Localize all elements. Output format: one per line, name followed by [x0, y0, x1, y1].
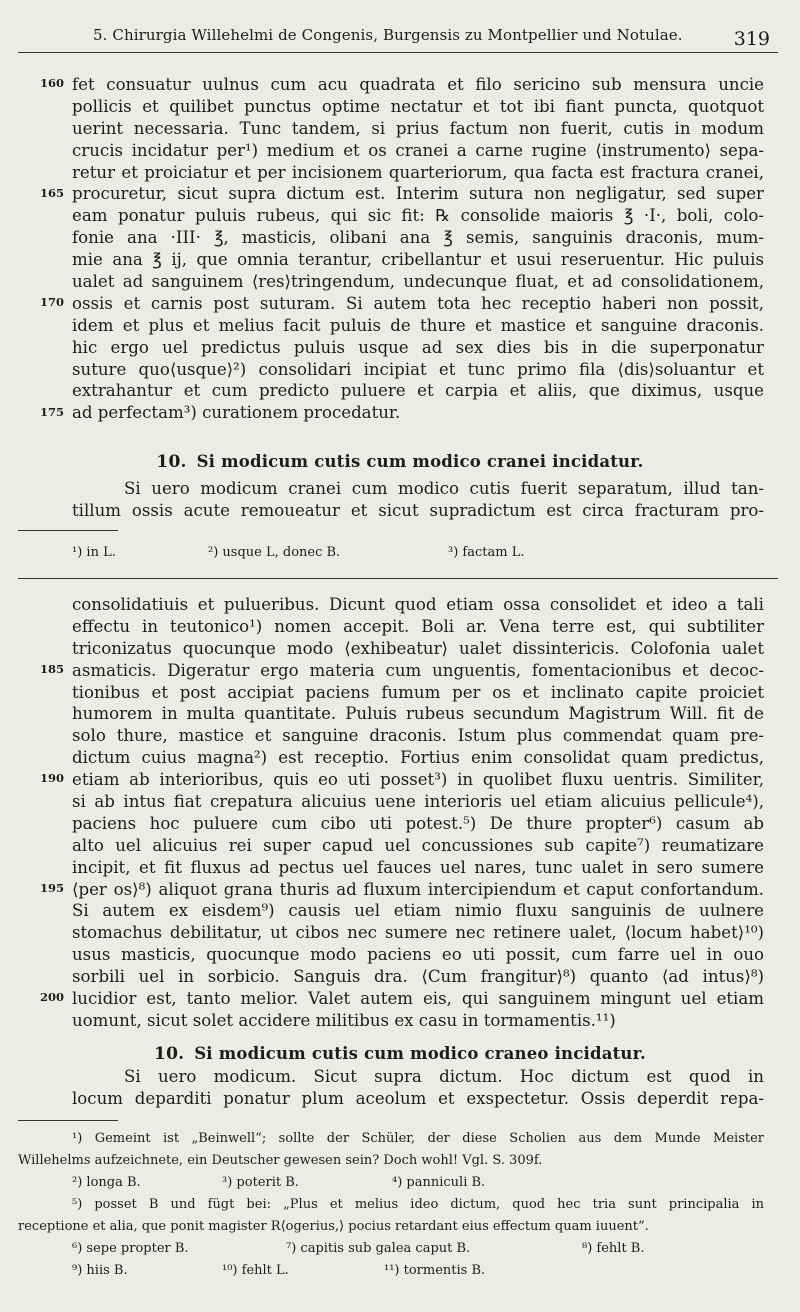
text-line: triconizatus quocunque modo ⟨exhibeatur⟩ ualet dissintericis. Colofonia ualet — [72, 638, 764, 658]
footnote-line: receptione et alia, que ponit magister R⟨ogerius,⟩ pocius retardant eius effectum quam iuuent“. — [18, 1219, 649, 1234]
text-line: fet consuatur uulnus cum acu quadrata et filo sericino sub mensura uncie — [72, 75, 764, 94]
text-line: usus masticis, quocunque modo paciens eo uti possit, cum farre uel in ouo — [72, 945, 764, 965]
footnote-rule — [18, 530, 118, 531]
section-heading-10-text — [0, 452, 800, 472]
page-header — [18, 22, 778, 53]
line-number: 165 — [39, 185, 64, 200]
text-line: pollicis et quilibet punctus optime nectatur et tot ibi fiant puncta, quotquot — [72, 96, 764, 116]
text-line: mie ana ℥ ij, que omnia terantur, cribellantur et usui reseruentur. Hic puluis — [72, 250, 764, 270]
text-line: alto uel alicuius rei super capud uel concussiones sub capite⁷) reumatizare — [72, 835, 764, 855]
line-number: 160 — [39, 76, 64, 90]
text-line: ualet ad sanguinem ⟨res⟩tringendum, undecunque fluat, et ad consolidationem, — [72, 272, 764, 292]
line-number: 195 — [39, 880, 64, 895]
text-line: locum deparditi ponatur plum aceolum et exspectetur. Ossis deperdit repa- — [72, 1088, 764, 1108]
text-line: ossis et carnis post suturam. Si autem tota hec receptio haberi non possit, — [72, 293, 764, 313]
section1-text — [72, 478, 764, 522]
text-line: tillum ossis acute remoueatur et sicut supradictum est circa fracturam pro- — [72, 500, 764, 520]
text-line: procuretur, sicut supra dictum est. Interim sutura non negligatur, sed super — [72, 184, 764, 204]
text-line: si ab intus fiat crepatura alicuius uene interioris uel etiam alicuius pellicule⁴), — [72, 792, 764, 812]
text-line: ⟨per os⟩⁸) aliquot grana thuris ad fluxum intercipiendum et caput confortandum. — [72, 879, 764, 899]
text-line: asmaticis. Digeratur ergo materia cum unguentis, fomentacionibus et decoc- — [72, 660, 764, 680]
text-line: sorbili uel in sorbicio. Sanguis dra. ⟨Cum frangitur⟩⁸) quanto ⟨ad intus⟩⁸) — [72, 967, 764, 987]
footnote-line: ²) longa B. — [72, 1175, 141, 1190]
footnote-line: ⁴) panniculi B. — [392, 1175, 486, 1190]
text-line: Si uero modicum. Sicut supra dictum. Hoc dictum est quod in — [124, 1067, 764, 1086]
line-number: 190 — [39, 771, 64, 786]
main-text-top — [39, 74, 764, 424]
text-line: crucis incidatur per¹) medium et os cranei a carne rugine ⟨instrumento⟩ sepa- — [72, 140, 764, 160]
section-heading-10-notulae — [0, 1044, 800, 1064]
text-line: humorem in multa quantitate. Puluis rubeus secundum Magistrum Will. fit de — [72, 704, 764, 724]
footnote-line: ¹¹) tormentis B. — [384, 1263, 486, 1278]
footnote-line: ⁵) posset B und fügt bei: „Plus et melius ideo dictum, quod hec tria sunt principalia in — [72, 1197, 764, 1212]
text-line: tionibus et post accipiat paciens fumum per os et inclinato capite proiciet — [72, 682, 764, 702]
footnote-line: ⁶) sepe propter B. — [72, 1241, 189, 1256]
text-line: etiam ab interioribus, quis eo uti posset³) in quolibet fluxu uentris. Similiter, — [72, 770, 764, 790]
running-title: 5. Chirurgia Willehelmi de Congenis, Burgensis zu Montpellier und Notulae. — [93, 26, 683, 44]
section2-text — [72, 1066, 764, 1110]
notulae-text — [39, 594, 764, 1032]
line-number: 170 — [39, 295, 64, 309]
footnote-3: ³) factam L. — [448, 545, 525, 560]
line-number: 200 — [39, 990, 64, 1005]
text-line: paciens hoc puluere cum cibo uti potest.⁵) De thure propter⁶) casum ab — [72, 813, 764, 833]
text-line: eam ponatur puluis rubeus, qui sic fit: ℞ consolide maioris ℥ ·I·, boli, colo- — [72, 206, 764, 226]
text-line: effectu in teutonico¹) nomen accepit. Boli ar. Vena terre est, qui subtiliter — [72, 616, 764, 636]
text-line: Si autem ex eisdem⁹) causis uel etiam nimio fluxu sanguinis de uulnere — [72, 901, 764, 921]
text-line: retur et proiciatur et per incisionem quarteriorum, qua facta est fractura cranei, — [72, 162, 764, 182]
footnote-line: ¹) Gemeint ist „Beinwell“; sollte der Schüler, der diese Scholien aus dem Munde Meister — [72, 1131, 764, 1146]
footnote-line: ³) poterit B. — [222, 1175, 299, 1190]
text-line: suture quo⟨usque⟩²) consolidari incipiat et tunc primo fila ⟨dis⟩soluantur et — [72, 359, 764, 379]
text-line: solo thure, mastice et sanguine draconis. Istum plus commendat quam pre- — [72, 726, 764, 746]
text-line: fonie ana ·III· ℥, masticis, olibani ana ℥ semis, sanguinis draconis, mum- — [72, 228, 764, 248]
text-line: Si uero modicum cranei cum modico cutis fuerit separatum, illud tan- — [124, 479, 764, 498]
text-line: dictum cuius magna²) est receptio. Fortius enim consolidat quam predictus, — [72, 748, 764, 768]
footnote-1: ¹) in L. — [72, 545, 116, 560]
heading-number: 10. — [156, 452, 187, 472]
footnote-line: ¹⁰) fehlt L. — [222, 1263, 289, 1278]
heading-number: 10. — [154, 1044, 185, 1064]
footnote-line: Willehelms aufzeichnete, ein Deutscher gewesen sein? Doch wohl! Vgl. S. 309f. — [18, 1153, 543, 1168]
text-line: incipit, et fit fluxus ad pectus uel fauces uel nares, tunc ualet in sero sumere — [72, 857, 764, 877]
footnote-line: ⁸) fehlt B. — [582, 1241, 645, 1256]
line-number: 175 — [39, 404, 64, 419]
heading-text: Si modicum cutis cum modico cranei incidatur. — [196, 452, 644, 471]
footnote-line: ⁹) hiis B. — [72, 1263, 128, 1278]
text-line: extrahantur et cum predicto puluere et carpia et aliis, que diximus, usque — [72, 381, 764, 401]
text-line: uerint necessaria. Tunc tandem, si prius factum non fuerit, cutis in modum — [72, 118, 764, 138]
text-line: lucidior est, tanto melior. Valet autem eis, qui sanguinem mingunt uel etiam — [72, 989, 764, 1009]
text-line: stomachus debilitatur, ut cibos nec sumere nec retinere ualet, ⟨locum habet⟩¹⁰) — [72, 923, 764, 943]
text-line: idem et plus et melius facit puluis de thure et mastice et sanguine draconis. — [72, 315, 764, 335]
line-number: 185 — [39, 661, 64, 676]
footnote-line: ⁷) capitis sub galea caput B. — [286, 1241, 471, 1256]
footnote-rule — [18, 1120, 118, 1121]
text-line: consolidatiuis et pulueribus. Dicunt quod etiam ossa consolidet et ideo a tali — [72, 595, 764, 614]
text-line: hic ergo uel predictus puluis usque ad sex dies bis in die superponatur — [72, 337, 764, 357]
text-line: uomunt, sicut solet accidere militibus ex casu in tormamentis.¹¹) — [72, 1010, 616, 1030]
heading-text: Si modicum cutis cum modico craneo incidatur. — [194, 1044, 646, 1063]
text-line: ad perfectam³) curationem procedatur. — [72, 403, 401, 423]
footnote-2: ²) usque L, donec B. — [208, 545, 341, 560]
page-number: 319 — [733, 28, 770, 50]
section-divider — [18, 578, 778, 579]
